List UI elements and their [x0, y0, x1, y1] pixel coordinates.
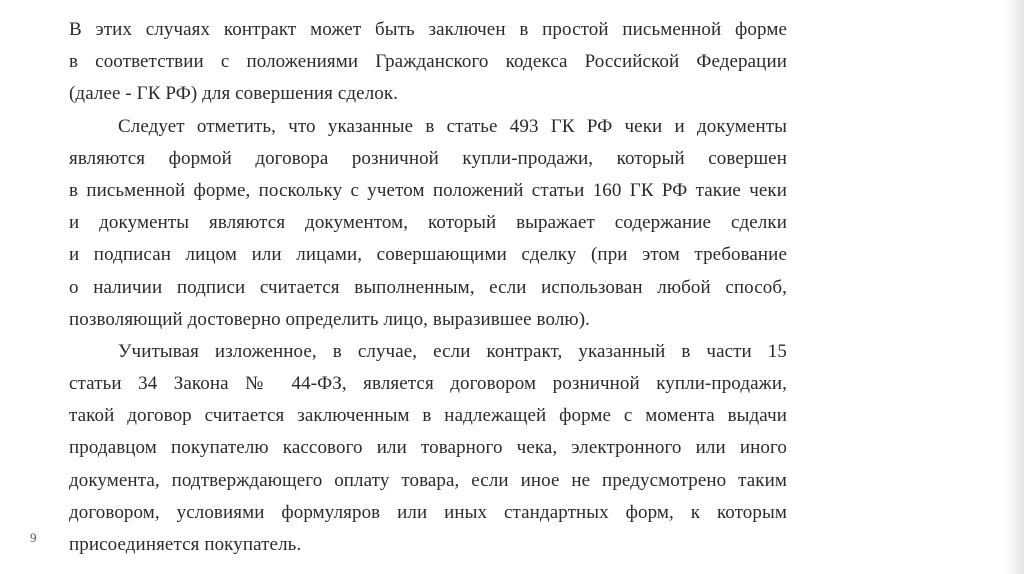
text-line-12: статьи 34 Закона № 44-ФЗ, является договором розничной купли-продажи, — [69, 373, 787, 395]
text-line-16: договором, условиями формуляров или иных стандартных форм, к которым — [69, 501, 787, 523]
text-line-15: документа, подтверждающего оплату товара, если иное не предусмотрено таким — [69, 469, 787, 491]
page-edge-shadow — [1004, 0, 1024, 574]
text-line-2: в соответствии с положениями Гражданского кодекса Российской Федерации — [69, 51, 787, 73]
text-line-8: и подписан лицом или лицами, совершающими сделку (при этом требование — [69, 244, 787, 266]
text-line-9: о наличии подписи считается выполненным, если использован любой способ, — [69, 276, 787, 298]
text-line-1: В этих случаях контракт может быть заключен в простой письменной форме — [69, 19, 787, 40]
text-line-11: Учитывая изложенное, в случае, если контракт, указанный в части 15 — [118, 340, 787, 362]
text-line-3: (далее - ГК РФ) для совершения сделок. — [69, 83, 399, 105]
text-line-17: присоединяется покупатель. — [69, 534, 302, 555]
text-line-6: в письменной форме, поскольку с учетом положений статьи 160 ГК РФ такие чеки — [69, 179, 787, 201]
page-number: 9 — [30, 530, 37, 545]
text-line-5: являются формой договора розничной купли-продажи, который совершен — [69, 147, 787, 169]
document-text — [69, 14, 787, 561]
text-line-10: позволяющий достоверно определить лицо, выразившее волю). — [69, 308, 590, 330]
text-line-7: и документы являются документом, который выражает содержание сделки — [69, 212, 787, 234]
text-line-14: продавцом покупателю кассового или товарного чека, электронного или иного — [69, 437, 787, 459]
text-line-13: такой договор считается заключенным в надлежащей форме с момента выдачи — [69, 405, 787, 427]
text-line-4: Следует отметить, что указанные в статье 493 ГК РФ чеки и документы — [118, 115, 787, 137]
